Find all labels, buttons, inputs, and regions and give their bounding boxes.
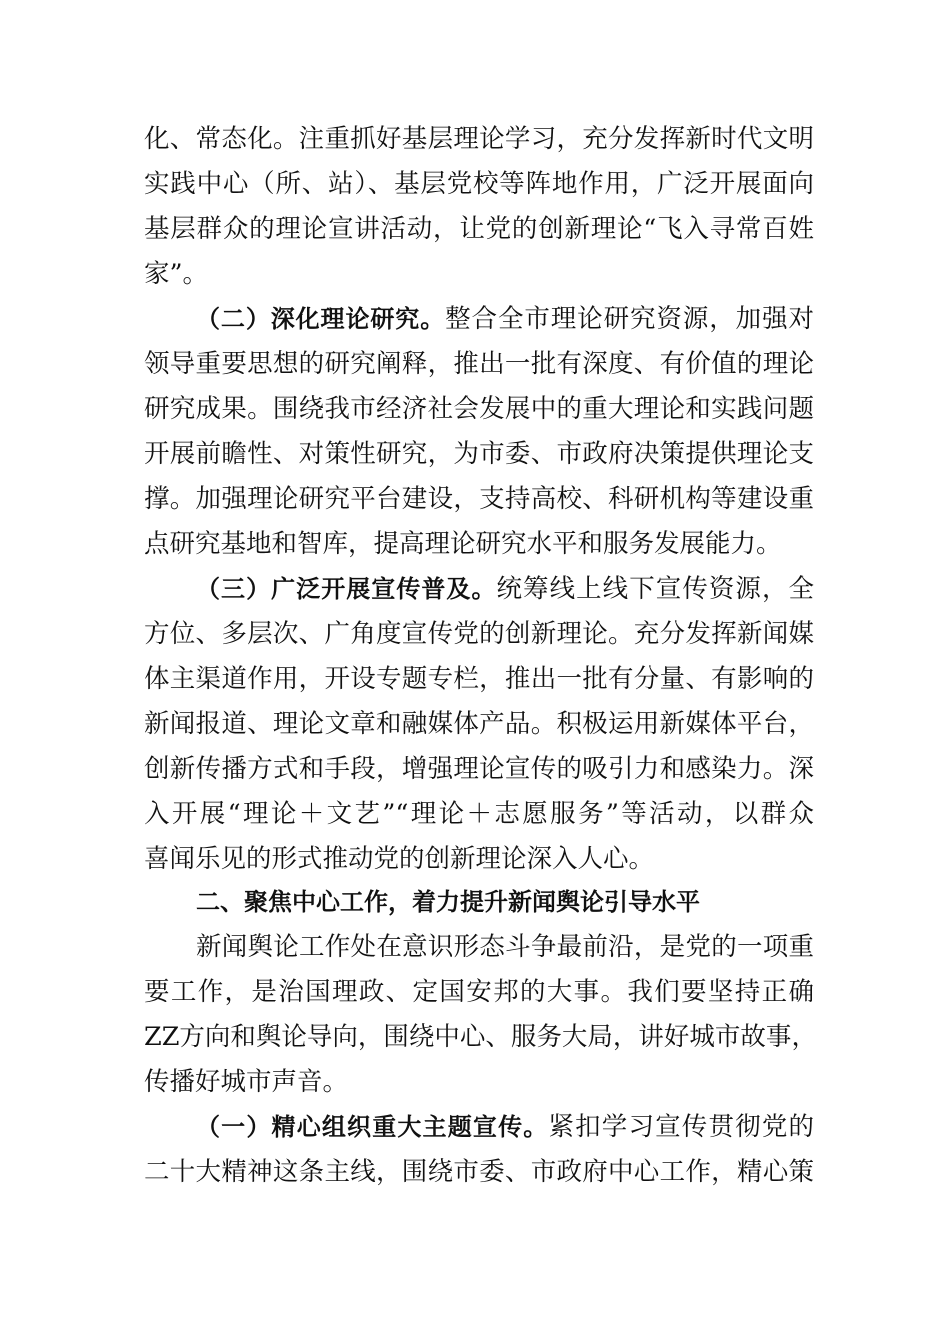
paragraph-text: 紧扣学习宣传贯彻党的 — [548, 1112, 814, 1142]
paragraph-first-line — [196, 568, 814, 610]
paragraph-line: 家”。 — [144, 259, 209, 289]
subsection-lead: （二）深化理论研究。 — [196, 305, 446, 333]
paragraph-line: 研究成果。围绕我市经济社会发展中的重大理论和实践问题 — [144, 394, 814, 424]
section-heading: 二、聚焦中心工作，着力提升新闻舆论引导水平 — [196, 888, 700, 916]
paragraph-line: 要工作，是治国理政、定国安邦的大事。我们要坚持正确 — [144, 977, 814, 1007]
paragraph-line: 喜闻乐见的形式推动党的创新理论深入人心。 — [144, 844, 655, 874]
subsection-lead: （三）广泛开展宣传普及。 — [196, 575, 497, 603]
paragraph-first-line — [196, 1106, 814, 1148]
paragraph-line: 传播好城市声音。 — [144, 1067, 349, 1097]
paragraph-line: 化、常态化。注重抓好基层理论学习，充分发挥新时代文明 — [144, 124, 814, 154]
paragraph-line: 领导重要思想的研究阐释，推出一批有深度、有价值的理论 — [144, 349, 814, 379]
paragraph-line: 二十大精神这条主线，围绕市委、市政府中心工作，精心策 — [144, 1157, 814, 1187]
paragraph-line: 方位、多层次、广角度宣传党的创新理论。充分发挥新闻媒 — [144, 619, 814, 649]
paragraph-line: 体主渠道作用，开设专题专栏，推出一批有分量、有影响的 — [144, 664, 814, 694]
paragraph-first-line — [196, 298, 814, 340]
paragraph-line: 实践中心（所、站）、基层党校等阵地作用，广泛开展面向 — [144, 169, 814, 199]
paragraph-line: 撑。加强理论研究平台建设，支持高校、科研机构等建设重 — [144, 484, 814, 514]
paragraph-line: 开展前瞻性、对策性研究，为市委、市政府决策提供理论支 — [144, 439, 814, 469]
paragraph-line: 点研究基地和智库，提高理论研究水平和服务发展能力。 — [144, 529, 782, 559]
paragraph-line: ZZ方向和舆论导向，围绕中心、服务大局，讲好城市故事， — [144, 1022, 817, 1052]
paragraph-text: 统筹线上线下宣传资源，全 — [496, 574, 814, 604]
paragraph-line: 新闻报道、理论文章和融媒体产品。积极运用新媒体平台， — [144, 709, 814, 739]
paragraph-text: 整合全市理论研究资源，加强对 — [445, 304, 814, 334]
paragraph-line: 基层群众的理论宣讲活动，让党的创新理论“飞入寻常百姓 — [144, 214, 814, 244]
paragraph-line: 创新传播方式和手段，增强理论宣传的吸引力和感染力。深 — [144, 754, 814, 784]
paragraph-line: 入开展“理论＋文艺”“理论＋志愿服务”等活动，以群众 — [144, 799, 814, 829]
paragraph-first-line: 新闻舆论工作处在意识形态斗争最前沿，是党的一项重 — [196, 932, 814, 962]
subsection-lead: （一）精心组织重大主题宣传。 — [196, 1113, 549, 1141]
